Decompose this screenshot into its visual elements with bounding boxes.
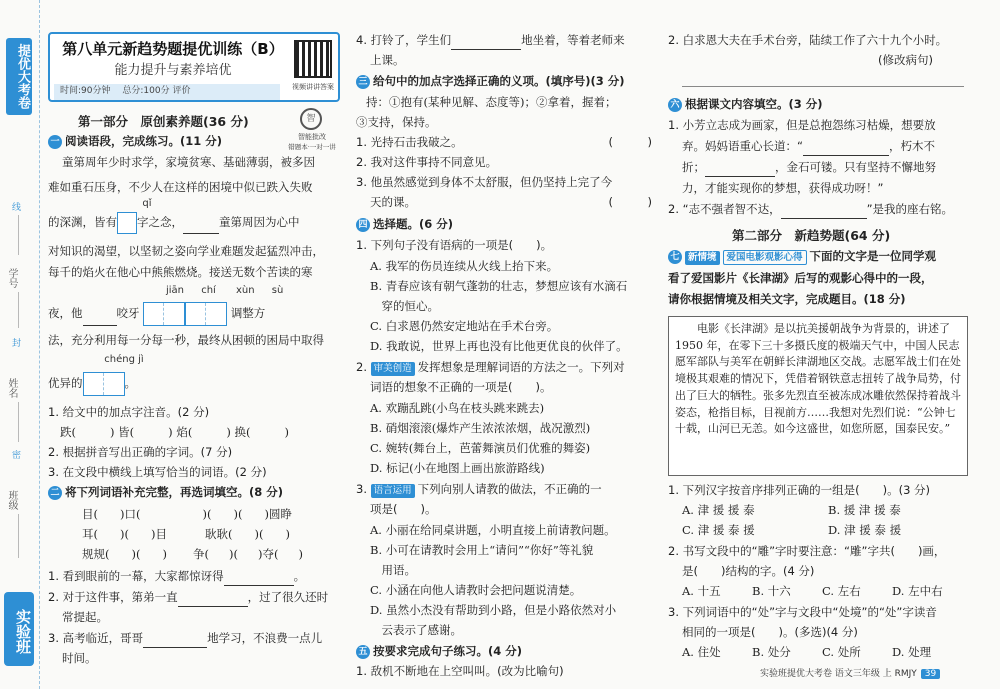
option[interactable]: A. 我军的伤员连续从火线上抬下来。	[370, 259, 559, 273]
passage-text: 优异的	[48, 376, 83, 390]
q1-heading	[48, 133, 222, 151]
q7-sub2: 2. 书写文段中的“雕”字时要注意：“雕”字共( )画，	[668, 544, 946, 558]
q2-sub2	[48, 589, 328, 607]
q2-sub4	[356, 32, 625, 50]
passage-line: 对知识的渴望，以坚韧之姿向学业难题发起猛烈冲击，	[48, 244, 324, 258]
q3-heading	[356, 73, 625, 91]
option[interactable]: C. 处所	[822, 645, 861, 659]
fill-blank[interactable]	[781, 207, 867, 219]
q7-sub1: 1. 下列汉字按音序排列正确的一组是( )。(3 分)	[668, 483, 931, 497]
idiom-part: )	[298, 547, 303, 561]
q3-badge: 三	[356, 75, 370, 89]
tag-new-context: 新情境	[685, 251, 720, 265]
q7-sub3-cont: 相同的一项是( )。(多选)(4 分)	[682, 625, 858, 639]
passage-text: 。	[124, 376, 136, 390]
question-text: 2. “志不强者智不达，	[668, 202, 781, 216]
question-text: 折；	[682, 160, 705, 174]
question-text: 地学习，不浪费一点儿	[207, 631, 323, 645]
question-text: 弃。妈妈语重心长道：“	[682, 139, 803, 153]
smart-grading-note: 错题本·一对一讲	[288, 143, 336, 151]
q3-definition: 持：①抱有(某种见解、态度等)；②拿着，握着；	[366, 95, 617, 109]
option[interactable]: A. 小丽在给同桌讲题，小明直接上前请教问题。	[370, 523, 616, 537]
q2-sub2-cont: 常提起。	[62, 610, 108, 624]
q7-intro: 请你根据情境及相关文字，完成题目。(18 分)	[668, 292, 906, 306]
brand-vertical: 提优大考卷	[6, 38, 32, 115]
rating-label: 评价	[172, 86, 191, 96]
q5-sub1: 1. 敌机不断地在上空叫叫。(改为比喻句)	[356, 664, 564, 678]
option-cont: 云表示了感谢。	[370, 623, 462, 637]
student-id-label: 学号	[6, 268, 17, 288]
passage-line: 法，充分利用每一分每一秒，最终从困顿的困局中取得	[48, 333, 324, 347]
column-middle	[356, 0, 652, 689]
brand-logo: 实验班	[4, 592, 34, 666]
question-text: 地坐着，等着老师来	[521, 33, 625, 47]
passage-line	[48, 302, 265, 326]
q4-heading	[356, 216, 453, 234]
passage-text: 电影《长津湖》是以抗美援朝战争为背景的，讲述了1950 年，在零下三十多摄氏度的极端天气中，中国人民志愿军部队与美军在朝鲜长津湖地区交战。志愿军战士们在处境极其艰难的情况下，凭借着钢铁意志扭转了战争局势，付出了巨大的牺牲。张多先烈直至被冻成冰雕依然保持着战斗姿态，枪指目标，目视前方……我想对先烈们说：“公钟七十载，山河已无恙。如今这盛世，如您所愿，国泰民安。”	[675, 322, 961, 436]
footer-text: 实验班提优大考卷 语文三年级 上 RMJY	[760, 669, 917, 679]
strip-line	[18, 402, 19, 442]
option-cont: 穿的恒心。	[370, 299, 439, 313]
exam-meta	[54, 84, 280, 100]
fill-blank[interactable]	[803, 144, 889, 156]
q2-title: 将下列词语补充完整，再选词填空。(8 分)	[65, 485, 284, 499]
page-footer	[760, 666, 940, 679]
idiom-part: )	[162, 547, 167, 561]
q6-line: 力，才能实现你的梦想，获得成功呀！”	[682, 181, 884, 195]
fill-blank[interactable]	[183, 223, 219, 235]
fill-blank[interactable]	[451, 38, 521, 50]
q5-badge: 五	[356, 645, 370, 659]
option[interactable]: B. 处分	[752, 645, 791, 659]
q7-intro: 看了爱国影片《长津湖》后写的观影心得中的一段，	[668, 271, 933, 285]
question-text: ”是我的座右铭。	[866, 202, 954, 216]
pinyin-row	[236, 283, 306, 299]
smart-grading-label: 智能批改	[298, 133, 326, 141]
idiom-row	[82, 546, 303, 564]
tag-aesthetic: 审美创造	[371, 362, 415, 376]
question-text: 1. 看到眼前的一幕，大家都惊讶得	[48, 569, 224, 583]
option[interactable]: C. 左右	[822, 584, 861, 598]
idiom-part: )(	[131, 547, 141, 561]
q3-item: 3. 他虽然感觉到身体不太舒服，但仍坚持上完了今	[356, 175, 613, 189]
q1-title: 阅读语段，完成练习。(11 分)	[65, 134, 223, 148]
pinyin-box[interactable]	[206, 303, 226, 325]
passage-text: 字之念，	[137, 215, 183, 229]
option[interactable]: C. 小涵在向他人请教时会把问题说清楚。	[370, 583, 582, 597]
option[interactable]: A. 津 援 援 泰	[682, 503, 755, 517]
q7-sub2-cont: 是( )结构的字。(4 分)	[682, 564, 815, 578]
page-number: 39	[921, 669, 940, 679]
answer-line[interactable]	[682, 86, 964, 87]
pinyin-box[interactable]	[164, 303, 184, 325]
strip-line	[18, 215, 19, 255]
idiom-part: )目	[150, 527, 167, 541]
question-text: 天的课。	[370, 195, 416, 209]
idiom-part: )(	[202, 507, 212, 521]
q7-heading	[668, 248, 936, 266]
class-label: 班级	[6, 490, 17, 510]
q4-badge: 四	[356, 218, 370, 232]
idiom-part: )圆睁	[264, 507, 292, 521]
binding-strip	[0, 0, 40, 689]
q5-sub2-hint: (修改病句)	[878, 53, 933, 67]
passage-text: 夜，他	[48, 306, 83, 320]
dotted-char: 焰	[176, 425, 188, 439]
pinyin-box-group	[143, 302, 185, 326]
idiom-part: )(	[120, 527, 129, 541]
q3-title: 给句中的加点字选择正确的义项。(填序号)(3 分)	[373, 74, 625, 88]
title-box	[48, 32, 340, 102]
option[interactable]: B. 小可在请教时会用上“请问”“你好”等礼貌	[370, 543, 594, 557]
fill-blank[interactable]	[83, 315, 117, 327]
passage-text: 咬牙	[116, 306, 140, 320]
pinyin-box[interactable]	[104, 373, 124, 395]
option[interactable]: A. 住处	[682, 645, 721, 659]
passage-line: 难如重石压身，不少人在这样的困境中似已跌入失败	[48, 180, 313, 194]
idiom-part: 耳(	[82, 527, 98, 541]
fill-blank[interactable]	[224, 574, 294, 586]
pinyin-box-group	[83, 372, 125, 396]
q6-badge: 六	[668, 98, 682, 112]
q5-sub2: 2. 白求恩大夫在手术台旁，陆续工作了六十九个小时。	[668, 33, 948, 47]
q3-definition-cont: ③支持，保持。	[356, 115, 437, 129]
option[interactable]: C. 婉转(舞台上，芭蕾舞演员们优雅的舞姿)	[370, 441, 591, 455]
q3-item-cont	[370, 194, 652, 212]
q7-title: 下面的文字是一位同学观	[809, 249, 937, 263]
question-text: 4. 打铃了，学生们	[356, 33, 452, 47]
q6-line	[682, 159, 936, 177]
option[interactable]: B. 援 津 援 泰	[828, 503, 901, 517]
smart-grading-icon: 智	[300, 108, 322, 130]
total-score: 总分:100分	[122, 86, 170, 96]
q5-title: 按要求完成句子练习。(4 分)	[373, 644, 523, 658]
q1-sub3: 3. 在文段中横线上填写恰当的词语。(2 分)	[48, 465, 267, 479]
tag-topic: 爱国电影观影心得	[723, 250, 807, 265]
part1-heading: 第一部分 原创素养题(36 分)	[78, 114, 249, 129]
page-title: 第八单元新趋势题提优训练（B）	[62, 40, 284, 58]
part2-heading: 第二部分 新趋势题(64 分)	[732, 228, 891, 243]
strip-line	[18, 514, 19, 558]
idiom-part: 耿耿(	[204, 527, 233, 541]
seal-mark: 封	[12, 339, 22, 349]
question-text: ，朽木不	[888, 139, 935, 153]
pinyin-box-group	[185, 302, 227, 326]
page-subtitle: 能力提升与素养培优	[114, 63, 232, 78]
question-text: 下列向别人请教的做法，不正确的一	[417, 482, 602, 496]
q6-line	[682, 138, 935, 156]
q2-sub4-cont: 上课。	[370, 53, 405, 67]
option-cont: 用语。	[370, 563, 416, 577]
option[interactable]: A. 欢蹦乱跳(小鸟在枝头跳来跳去)	[370, 401, 545, 415]
q7-sub3: 3. 下列词语中的“处”字与文段中“处境”的“处”字读音	[668, 605, 937, 619]
question-text: ，过了很久还时	[247, 590, 329, 604]
fill-blank[interactable]	[705, 165, 775, 177]
passage-line	[48, 212, 300, 234]
option[interactable]: B. 青春应该有朝气蓬勃的壮志，梦想应该有水滴石	[370, 279, 628, 293]
q1-sub2: 2. 根据拼音写出正确的字词。(7 分)	[48, 445, 233, 459]
q2-heading	[48, 484, 283, 502]
q2-sub1: 1. 看到眼前的一幕，大家都惊讶得 。	[48, 568, 305, 586]
time-limit: 时间:90分钟	[60, 86, 111, 96]
q2-badge: 二	[48, 486, 62, 500]
q2-sub3-cont: 时间。	[62, 651, 97, 665]
q4-sub1: 1. 下列句子没有语病的一项是( )。	[356, 238, 553, 252]
answer-slot[interactable]: ( )	[608, 135, 652, 149]
close-mark: 密	[12, 451, 22, 461]
q5-heading	[356, 643, 522, 661]
passage-box	[668, 316, 968, 476]
column-left	[48, 0, 340, 689]
q3-item: 2. 我对这件事持不同意见。	[356, 155, 498, 169]
idiom-row	[82, 526, 290, 544]
option[interactable]: B. 十六	[752, 584, 791, 598]
answer-slot[interactable]: ( )	[608, 195, 652, 209]
q1-sub1-answers: 跌( ) 皆( ) 焰( ) 换( )	[60, 425, 289, 439]
passage-line: 每千的焰火在他心中熊熊燃烧。接送无数个苦读的寒	[48, 265, 313, 279]
pinyin: sù	[271, 285, 284, 296]
question-text: ，金石可镂。只有坚持不懈地努	[775, 160, 936, 174]
column-right	[668, 0, 968, 689]
question-text: 发挥想象是理解词语的方法之一。下列对	[417, 360, 625, 374]
idiom-part: )(	[254, 527, 264, 541]
pinyin: chí	[201, 285, 216, 296]
option[interactable]: D. 津 援 泰 援	[828, 523, 902, 537]
idiom-row	[82, 506, 292, 524]
cut-mark: 线	[12, 203, 22, 213]
pinyin: jiān	[166, 285, 185, 296]
passage-text: 调整方	[230, 306, 266, 320]
q4-sub3: 3. 语言运用 下列向别人请教的做法，不正确的一	[356, 482, 602, 496]
qr-caption: 视频讲讲答案	[292, 83, 334, 91]
pinyin-box[interactable]	[186, 303, 206, 325]
passage-line: 童第周年少时求学，家境贫寒、基础薄弱，被多因	[62, 155, 315, 169]
dotted-char: 跌	[60, 425, 72, 439]
q6-line	[668, 201, 953, 219]
option[interactable]: D. 我敢说，世界上再也没有比他更优良的伙伴了。	[370, 339, 628, 353]
question-text: 1. 光持石击我破之。	[356, 135, 463, 149]
q6-heading	[668, 96, 823, 114]
tag-language: 语言运用	[371, 484, 415, 498]
q4-sub2: 2. 审美创造 发挥想象是理解词语的方法之一。下列对	[356, 360, 625, 374]
option[interactable]: D. 虽然小杰没有帮助到小路，但是小路依然对小	[370, 603, 617, 617]
name-label: 姓名	[6, 378, 17, 398]
idiom-part: )(	[228, 547, 238, 561]
option[interactable]: B. 硝烟滚滚(爆炸产生浓浓浓烟，战况激烈)	[370, 421, 591, 435]
q4-sub3-cont: 项是( )。	[370, 502, 437, 516]
option[interactable]: A. 十五	[682, 584, 721, 598]
idiom-part: )	[285, 527, 290, 541]
passage-text: 的深渊，皆有	[48, 215, 117, 229]
passage-text: 童第周因为心中	[219, 215, 300, 229]
q4-title: 选择题。(6 分)	[373, 217, 454, 231]
dotted-char: 皆	[118, 425, 130, 439]
idiom-part: 目(	[82, 507, 98, 521]
pinyin-qi: qǐ	[142, 198, 152, 209]
q2-sub3	[48, 630, 322, 648]
question-text: 2. 对于这件事，第弟一直	[48, 590, 178, 604]
option[interactable]: D. 标记(小在地图上画出旅游路线)	[370, 461, 545, 475]
pinyin: xùn	[236, 285, 255, 296]
fill-blank[interactable]	[178, 595, 248, 607]
q7-badge: 七	[668, 250, 682, 264]
q1-badge: 一	[48, 135, 62, 149]
strip-line	[18, 292, 19, 328]
question-text: 3. 高考临近，哥哥	[48, 631, 144, 645]
q6-title: 根据课文内容填空。(3 分)	[685, 97, 823, 111]
pinyin-box[interactable]	[84, 373, 104, 395]
option[interactable]: D. 左中右	[892, 584, 943, 598]
qr-code[interactable]	[294, 40, 332, 78]
pinyin-box[interactable]	[117, 212, 137, 234]
dotted-char: 换	[234, 425, 246, 439]
pinyin-chengji: chéng jì	[104, 354, 144, 365]
idiom-part: 争(	[192, 547, 209, 561]
option[interactable]: D. 处理	[892, 645, 932, 659]
idiom-part: )(	[233, 507, 243, 521]
option[interactable]: C. 津 援 泰 援	[682, 523, 755, 537]
passage-line	[48, 372, 136, 396]
fill-blank[interactable]	[143, 636, 207, 648]
idiom-part: 规规(	[82, 547, 110, 561]
pinyin-box[interactable]	[144, 303, 164, 325]
idiom-part: )夺(	[257, 547, 279, 561]
q4-sub2-cont: 词语的想象不正确的一项是( )。	[370, 380, 552, 394]
q1-sub1: 1. 给文中的加点字注音。(2 分)	[48, 405, 210, 419]
q3-item	[356, 134, 652, 152]
option[interactable]: C. 白求恩仍然安定地站在手术台旁。	[370, 319, 559, 333]
q6-line: 1. 小芳立志成为画家，但是总抱怨练习枯燥，想要放	[668, 118, 936, 132]
idiom-part: )口(	[120, 507, 141, 521]
